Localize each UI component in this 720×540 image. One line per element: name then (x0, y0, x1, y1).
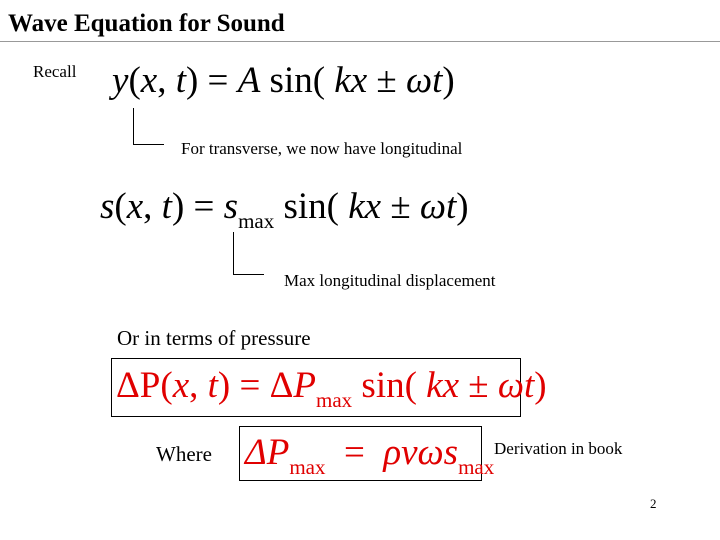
recall-label: Recall (33, 62, 77, 81)
title-divider (0, 41, 720, 42)
connector-line (233, 232, 264, 275)
connector-line (133, 108, 164, 145)
page-number: 2 (650, 496, 657, 511)
displacement-note: Max longitudinal displacement (284, 271, 496, 290)
transverse-note: For transverse, we now have longitudinal (181, 139, 463, 158)
slide-title: Wave Equation for Sound (8, 10, 285, 37)
derivation-note: Derivation in book (494, 439, 623, 458)
pressure-wave-equation: ΔP(x, $t) = \Delta P_{max}$ sin( kx ± ωt) (116, 365, 547, 412)
where-label: Where (156, 442, 212, 466)
pressure-label: Or in terms of pressure (117, 326, 311, 350)
pressure-amplitude-equation: $\Delta P_{max} = \rho v\omega s_{max}$ (245, 432, 495, 479)
transverse-wave-equation: y(x, t) = A sin( kx ± ωt) (112, 60, 455, 101)
longitudinal-wave-equation: s(x, $t) = s_{max}$ sin( kx ± ωt) (100, 186, 469, 233)
